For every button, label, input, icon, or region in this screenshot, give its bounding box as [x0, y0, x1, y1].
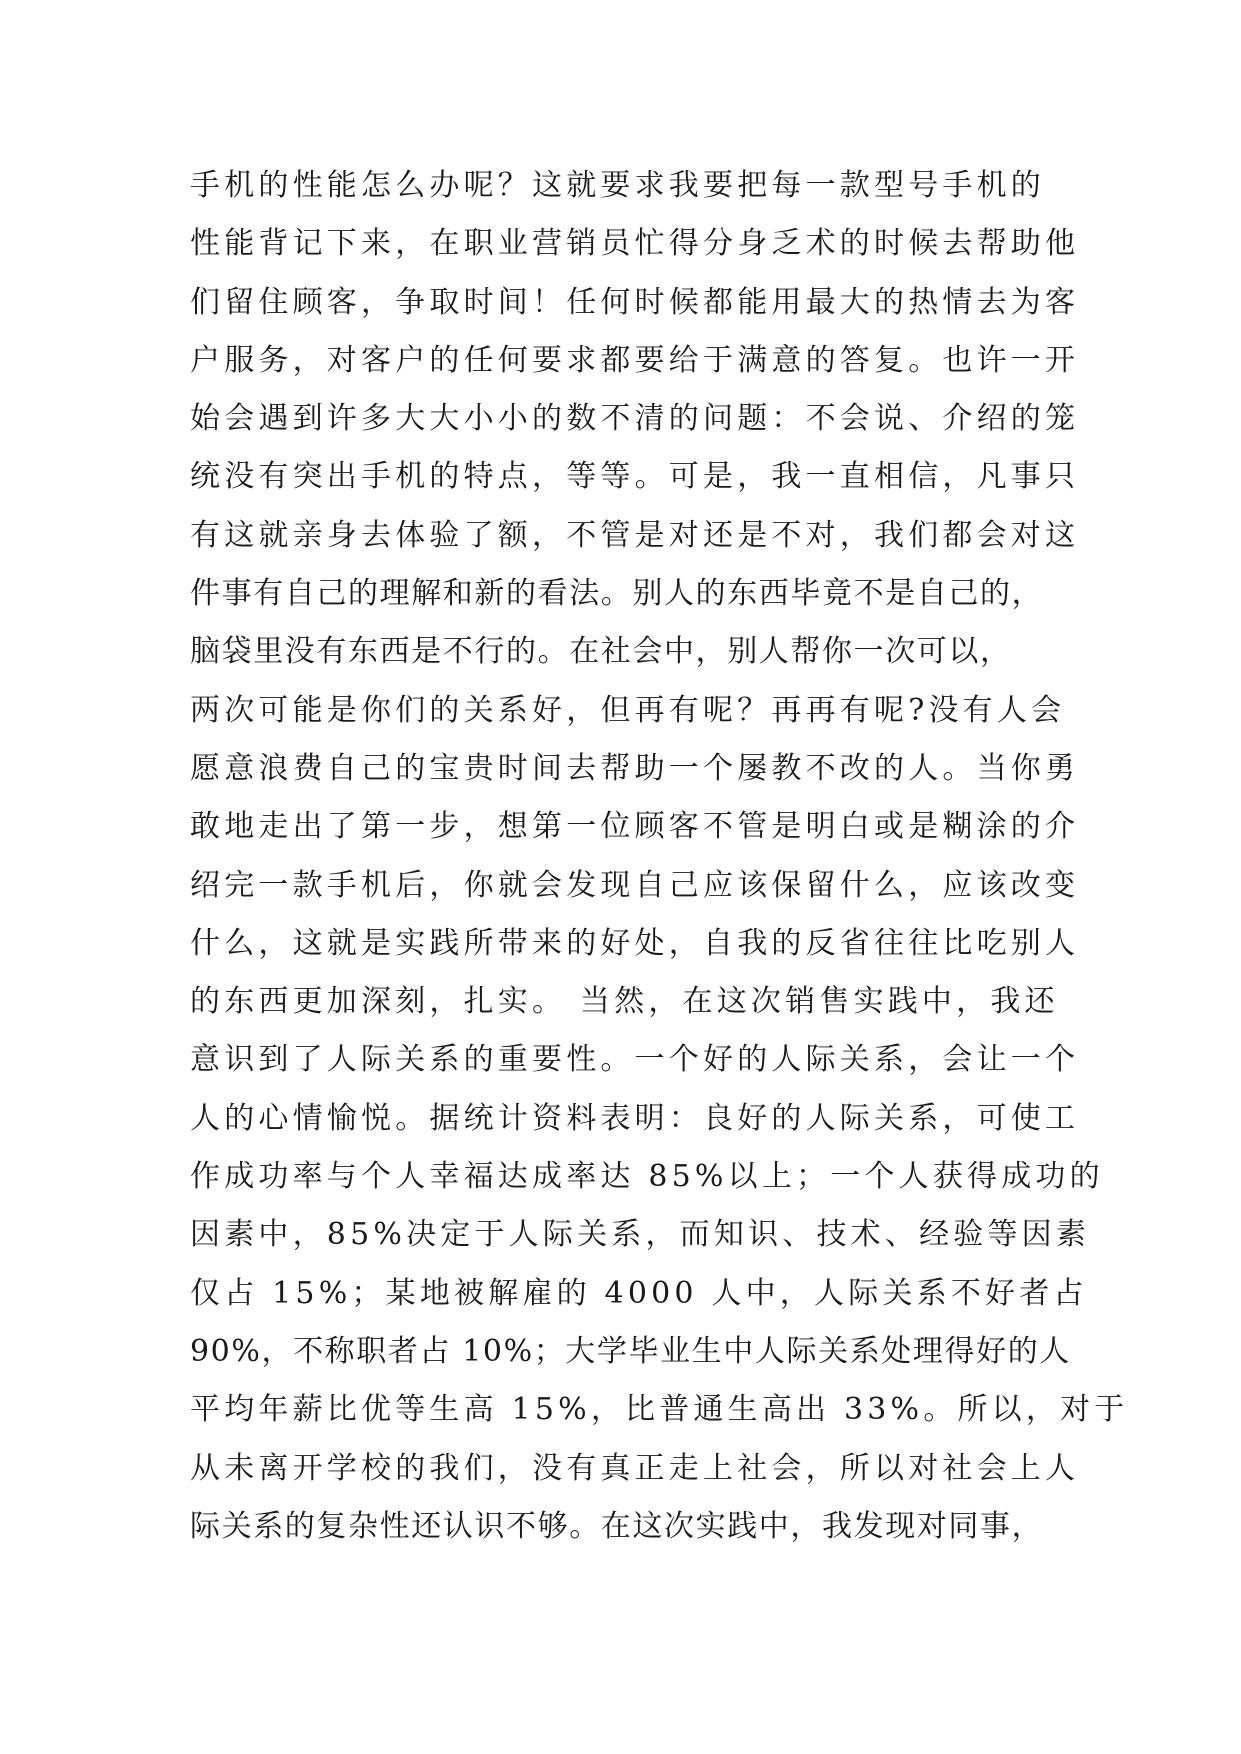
text-line: 作成功率与个人幸福达成率达 85%以上；一个人获得成功的	[190, 1159, 1104, 1195]
text-line: 从未离开学校的我们，没有真正走上社会，所以对社会上人	[190, 1450, 1080, 1486]
text-line: 件事有自己的理解和新的看法。别人的东西毕竟不是自己的，	[190, 576, 1044, 612]
text-line: 脑袋里没有东西是不行的。在社会中，别人帮你一次可以，	[190, 634, 1012, 670]
text-line: 因素中，85%决定于人际关系，而知识、技术、经验等因素	[190, 1217, 1091, 1253]
body-text	[190, 157, 1129, 1556]
text-line: 性能背记下来，在职业营销员忙得分身乏术的时候去帮助他	[190, 226, 1080, 262]
text-line: 意识到了人际关系的重要性。一个好的人际关系，会让一个	[190, 1042, 1080, 1078]
text-line: 人的心情愉悦。据统计资料表明：良好的人际关系，可使工	[190, 1100, 1080, 1136]
text-line: 户服务，对客户的任何要求都要给于满意的答复。也许一开	[190, 342, 1080, 378]
text-line: 敢地走出了第一步，想第一位顾客不管是明白或是糊涂的介	[190, 809, 1080, 845]
text-line: 愿意浪费自己的宝贵时间去帮助一个屡教不改的人。当你勇	[190, 750, 1080, 786]
text-line: 仅占 15%；某地被解雇的 4000 人中，人际关系不好者占	[190, 1275, 1088, 1311]
text-line: 90%，不称职者占 10%；大学毕业生中人际关系处理得好的人	[190, 1333, 1071, 1369]
text-line: 有这就亲身去体验了额，不管是对还是不对，我们都会对这	[190, 517, 1080, 553]
text-line: 际关系的复杂性还认识不够。在这次实践中，我发现对同事，	[190, 1508, 1044, 1544]
text-line: 两次可能是你们的关系好，但再有呢？再再有呢?没有人会	[190, 692, 1066, 728]
text-line: 的东西更加深刻，扎实。 当然，在这次销售实践中，我还	[190, 984, 1059, 1020]
text-line: 统没有突出手机的特点，等等。可是，我一直相信，凡事只	[190, 459, 1080, 495]
text-line: 们留住顾客，争取时间！任何时候都能用最大的热情去为客	[190, 284, 1080, 320]
text-line: 始会遇到许多大大小小的数不清的问题：不会说、介绍的笼	[190, 401, 1080, 437]
text-line: 绍完一款手机后，你就会发现自己应该保留什么，应该改变	[190, 867, 1080, 903]
text-line: 手机的性能怎么办呢？这就要求我要把每一款型号手机的	[190, 168, 1045, 203]
text-line: 平均年薪比优等生高 15%，比普通生高出 33%。所以，对于	[190, 1392, 1129, 1428]
text-line: 什么，这就是实践所带来的好处，自我的反省往往比吃别人	[190, 925, 1080, 961]
